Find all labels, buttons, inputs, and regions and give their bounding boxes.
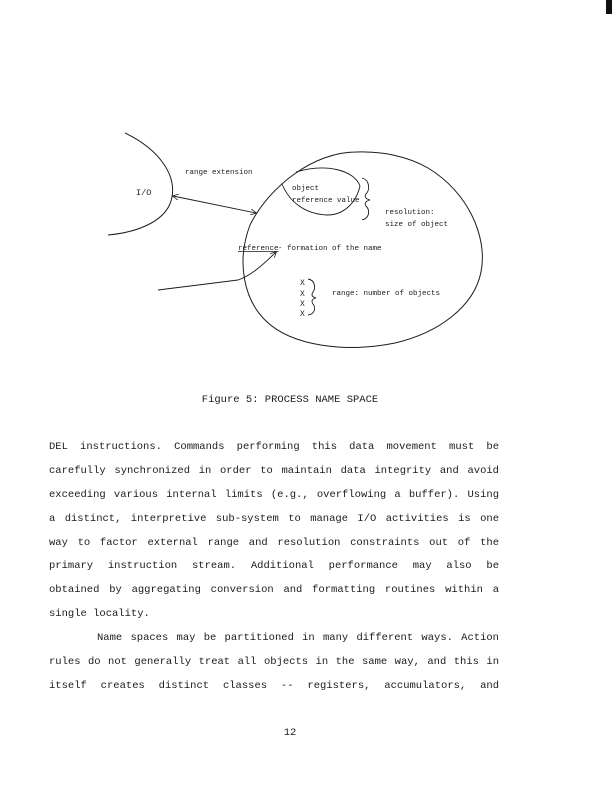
- reference-arrow: [158, 280, 238, 290]
- range-label: range: number of objects: [332, 290, 441, 298]
- process-name-space-figure: [0, 0, 612, 380]
- text-line: rules do not generally treat all objects in the same way, and this in: [49, 656, 499, 669]
- range-brace: [308, 279, 316, 315]
- figure-caption: Figure 5: PROCESS NAME SPACE: [201, 394, 379, 406]
- resolution-brace: [362, 178, 370, 220]
- reference-value-label: reference value: [292, 197, 360, 205]
- resolution-label: resolution:: [385, 209, 435, 217]
- size-of-object-label: size of object: [385, 221, 449, 229]
- text-line: DEL instructions. Commands performing this data movement must be: [49, 441, 499, 453]
- range-extension-arrow: [173, 196, 256, 213]
- object-x-2: X: [300, 290, 305, 299]
- object-label: object: [292, 185, 320, 193]
- text-line: way to factor external range and resolution constraints out of the: [49, 536, 499, 549]
- body-text: [49, 436, 499, 699]
- text-line: Name spaces may be partitioned in many different ways. Action: [97, 632, 499, 645]
- object-x-3: X: [300, 300, 305, 309]
- io-label: I/O: [136, 188, 152, 198]
- object-x-4: X: [300, 310, 305, 319]
- text-line: carefully synchronized in order to maintain data integrity and avoid: [49, 464, 499, 477]
- text-line: primary instruction stream. Additional performance may also be: [49, 560, 499, 573]
- reference-label: reference: [238, 245, 279, 253]
- io-boundary-curve: [108, 133, 173, 235]
- range-extension-label: range extension: [185, 169, 253, 177]
- text-line: single locality.: [49, 608, 150, 621]
- text-line: obtained by aggregating conversion and formatting routines within a: [49, 584, 499, 597]
- object-x-1: X: [300, 279, 305, 288]
- formation-label: - formation of the name: [278, 245, 382, 253]
- page-number: 12: [283, 727, 297, 739]
- text-line: itself creates distinct classes -- registers, accumulators, and: [49, 679, 499, 692]
- text-line: exceeding various internal limits (e.g., overflowing a buffer). Using: [49, 488, 499, 501]
- text-line: a distinct, interpretive sub-system to manage I/O activities is one: [49, 512, 499, 525]
